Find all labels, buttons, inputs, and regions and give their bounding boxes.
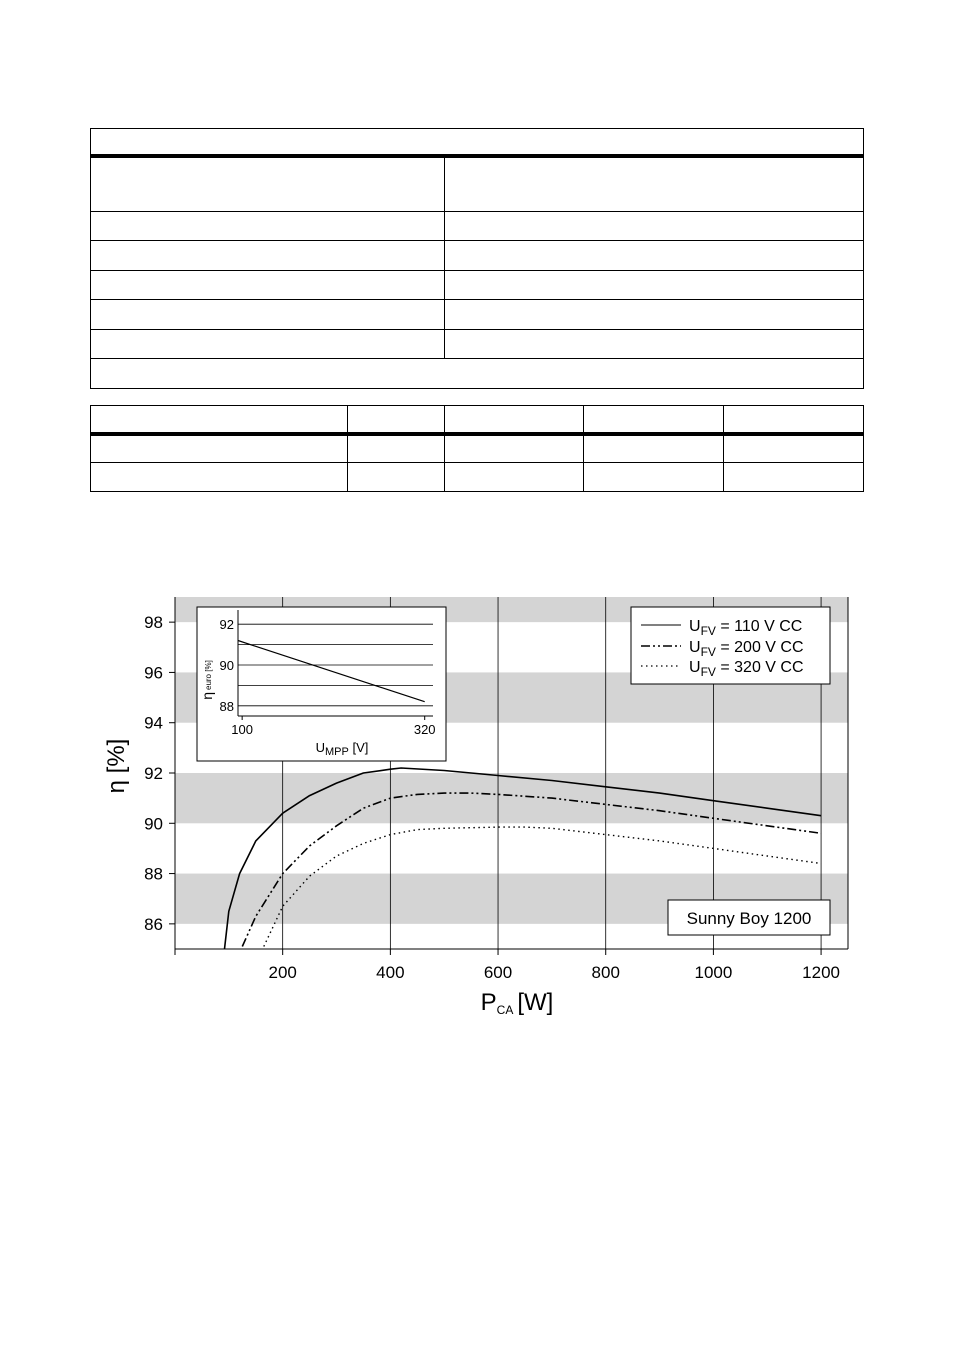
y-tick-label-3: 92 [144, 764, 163, 783]
table2-cell [445, 406, 584, 434]
table2-cell [584, 406, 724, 434]
table1-cell [445, 212, 864, 241]
table2-cell [445, 463, 584, 492]
spec-table-2 [90, 405, 864, 492]
table1-header-row [91, 129, 864, 156]
x-axis-label [481, 989, 554, 1017]
legend-entry-0-name: U [689, 618, 701, 635]
inset-y-tick-label-1: 90 [219, 658, 234, 673]
table2-cell [91, 463, 348, 492]
table2-cell [91, 434, 348, 463]
inset-y-tick-labels [220, 617, 234, 714]
x-axis-label-unit: [W] [517, 989, 554, 1016]
inset-x-tick-label-0: 100 [231, 722, 254, 737]
chart-x-tick-labels [268, 963, 840, 982]
chart-band-1 [175, 773, 848, 823]
inset-y-axis-label-main: η [199, 692, 215, 700]
y-tick-label-0: 86 [144, 914, 163, 934]
x-tick-label-2: 600 [483, 963, 513, 982]
table2-cell [445, 434, 584, 463]
inset-x-tick-label-1: 320 [413, 722, 436, 737]
table1-footer-row [91, 359, 864, 389]
table1-cell [445, 271, 864, 300]
table1-cell [445, 156, 864, 212]
y-tick-label-4: 94 [144, 713, 163, 733]
inset-x-axis-label-unit: [V] [348, 740, 369, 755]
legend-entry-2-sub: FV [700, 665, 716, 679]
x-tick-label-0: 200 [268, 963, 297, 982]
legend-entry-1-rest: = 200 V CC [715, 639, 804, 656]
legend-entry-0-sub: FV [700, 624, 716, 638]
inset-chart [197, 607, 446, 761]
table1-cell [445, 330, 864, 359]
table1-cell [91, 241, 445, 271]
x-tick-label-5: 1200 [802, 963, 840, 982]
table1-cell [91, 271, 445, 300]
table1-cell [91, 300, 445, 330]
legend-entry-1-name: U [689, 639, 701, 656]
y-tick-label-2: 90 [144, 814, 163, 834]
table2-cell [584, 463, 724, 492]
x-tick-label-3: 800 [591, 963, 620, 982]
table2-cell [724, 434, 864, 463]
table2-cell [724, 463, 864, 492]
table1-cell [91, 330, 445, 359]
x-axis-label-main: P [480, 989, 497, 1016]
inset-x-axis-label-sub: MPP [325, 746, 349, 758]
chart-y-tick-labels [144, 613, 163, 934]
table1-cell [445, 300, 864, 330]
annotation-text: Sunny Boy 1200 [686, 909, 812, 928]
table2-cell [584, 434, 724, 463]
chart-legend [631, 607, 830, 684]
table2-cell [724, 406, 864, 434]
table1-cell [445, 241, 864, 271]
spec-table-1 [90, 128, 864, 389]
x-tick-label-1: 400 [376, 963, 405, 982]
y-axis-label: η [%] [103, 738, 130, 794]
table1-cell [91, 212, 445, 241]
inset-y-tick-label-0: 88 [219, 698, 234, 714]
table2-cell [348, 434, 445, 463]
legend-entry-2-name: U [689, 659, 701, 676]
y-tick-label-1: 88 [144, 864, 163, 884]
table2-cell [91, 406, 348, 434]
inset-frame [197, 607, 446, 761]
efficiency-chart [0, 560, 954, 1040]
table2-cell [348, 406, 445, 434]
legend-entry-2-rest: = 320 V CC [715, 659, 804, 676]
x-tick-label-4: 1000 [694, 963, 733, 982]
table1-cell [91, 156, 445, 212]
legend-entry-0-rest: = 110 V CC [715, 618, 803, 635]
inset-y-axis-label-sub: euro [%] [204, 660, 213, 690]
inset-y-tick-label-2: 92 [219, 617, 234, 633]
y-tick-label-6: 98 [144, 613, 163, 633]
legend-entry-1-sub: FV [700, 645, 716, 659]
inset-x-axis-label-main: U [315, 740, 326, 755]
x-axis-label-sub: CA [496, 1003, 514, 1017]
table2-cell [348, 463, 445, 492]
y-tick-label-5: 96 [144, 663, 163, 683]
